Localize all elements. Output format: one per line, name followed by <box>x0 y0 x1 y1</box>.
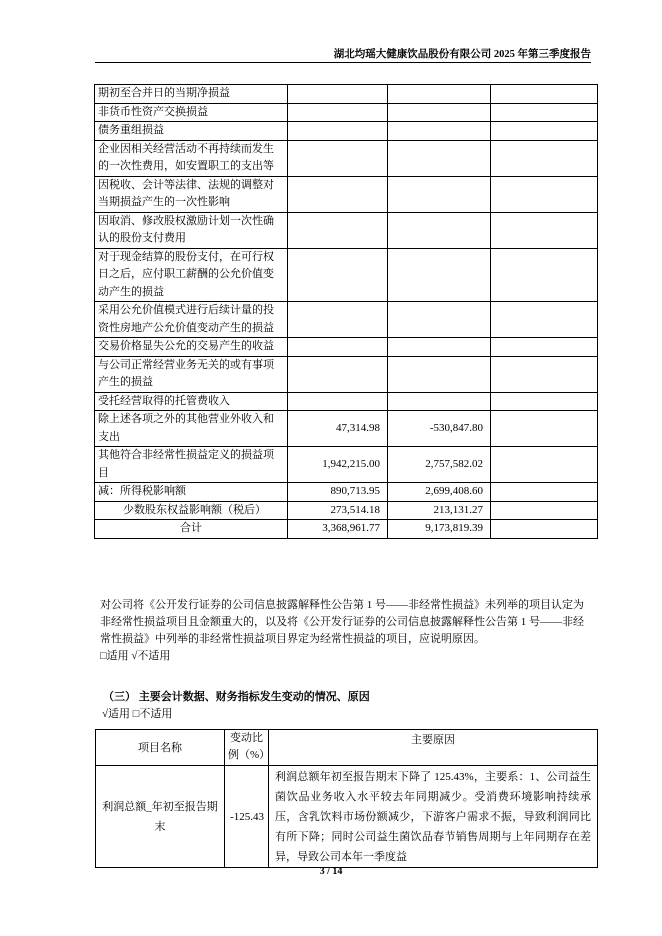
item-name-cell: 非货币性资产交换损益 <box>95 103 288 122</box>
item-value-cell <box>491 140 598 176</box>
item-value-cell <box>388 176 491 212</box>
section-title: （三） 主要会计数据、财务指标发生变动的情况、原因 <box>103 691 370 703</box>
item-value-cell <box>491 392 598 411</box>
table-header-row <box>96 730 598 766</box>
item-name-cell: 期初至合并日的当期净损益 <box>95 85 288 104</box>
item-value-cell <box>491 302 598 338</box>
item-name-cell: 与公司正常经营业务无关的或有事项产生的损益 <box>95 356 288 392</box>
table-row <box>95 392 598 411</box>
table-row <box>95 140 598 176</box>
item-name-cell: 受托经营取得的托管费收入 <box>95 392 288 411</box>
item-value-cell <box>491 520 598 539</box>
page-number: 3 / 14 <box>319 866 343 877</box>
note-paragraph: 对公司将《公开发行证券的公司信息披露解释性公告第 1 号——非经常性损益》未列举的项目认定为非经常性损益项目且金额重大的，以及将《公开发行证券的公司信息披露解释性公告第 1 号——非经常性损益》中列举的非经常性损益项目界定为经常性损益的项目，应说明原因。 <box>100 599 584 645</box>
row-change-ratio: -125.43 <box>225 766 269 868</box>
table-row <box>95 501 598 520</box>
table-row <box>95 122 598 141</box>
item-value-cell <box>491 338 598 357</box>
note-applicability: □适用 √不适用 <box>100 650 171 662</box>
item-value-cell <box>288 302 388 338</box>
item-value-cell <box>288 103 388 122</box>
item-value-cell <box>388 85 491 104</box>
item-value-cell: 2,757,582.02 <box>388 447 491 483</box>
table-row <box>95 447 598 483</box>
table-row <box>95 85 598 104</box>
item-value-cell: 213,131.27 <box>388 501 491 520</box>
item-value-cell: 2,699,408.60 <box>388 483 491 502</box>
item-value-cell <box>388 338 491 357</box>
item-value-cell: 47,314.98 <box>288 411 388 447</box>
row-main-reason: 利润总额年初至报告期末下降了 125.43%，主要系：1、公司益生菌饮品业务收入水平较去年同期减少。受消费环境影响持续承压，含乳饮料市场份额减少，下游客户需求不振，导致利润同比有所下降；同时公司益生菌饮品春节销售周期与上年同期存在差异，导致公司本年一季度益 <box>269 766 598 868</box>
item-value-cell <box>491 248 598 302</box>
table-row <box>95 103 598 122</box>
table-row <box>95 176 598 212</box>
item-value-cell <box>491 176 598 212</box>
item-value-cell: 9,173,819.39 <box>388 520 491 539</box>
item-name-cell: 因税收、会计等法律、法规的调整对当期损益产生的一次性影响 <box>95 176 288 212</box>
item-value-cell <box>288 392 388 411</box>
table-row <box>95 248 598 302</box>
item-value-cell: 890,713.95 <box>288 483 388 502</box>
item-name-cell: 合计 <box>95 520 288 539</box>
item-value-cell <box>388 248 491 302</box>
item-value-cell <box>491 122 598 141</box>
item-name-cell: 除上述各项之外的其他营业外收入和支出 <box>95 411 288 447</box>
table-row <box>95 483 598 502</box>
item-value-cell <box>491 85 598 104</box>
item-value-cell: 273,514.18 <box>288 501 388 520</box>
table-row <box>95 212 598 248</box>
item-value-cell <box>388 122 491 141</box>
report-header-title: 湖北均瑶大健康饮品股份有限公司 2025 年第三季度报告 <box>333 49 591 60</box>
item-value-cell: 3,368,961.77 <box>288 520 388 539</box>
item-value-cell <box>388 302 491 338</box>
item-value-cell: 1,942,215.00 <box>288 447 388 483</box>
item-value-cell <box>491 483 598 502</box>
item-value-cell <box>491 447 598 483</box>
item-value-cell <box>388 392 491 411</box>
item-name-cell: 企业因相关经营活动不再持续而发生的一次性费用，如安置职工的支出等 <box>95 140 288 176</box>
table-row <box>95 338 598 357</box>
item-value-cell <box>491 103 598 122</box>
table-row <box>95 411 598 447</box>
header-divider <box>95 62 591 63</box>
section-applicability: √适用 □不适用 <box>102 708 173 720</box>
item-value-cell <box>388 103 491 122</box>
item-name-cell: 因取消、修改股权激励计划一次性确认的股份支付费用 <box>95 212 288 248</box>
item-value-cell <box>491 411 598 447</box>
item-value-cell <box>288 356 388 392</box>
item-value-cell <box>288 85 388 104</box>
header-item-name: 项目名称 <box>96 730 225 766</box>
item-value-cell <box>388 356 491 392</box>
table-row <box>95 520 598 539</box>
item-value-cell <box>491 212 598 248</box>
non-recurring-items-table <box>94 84 598 539</box>
change-reasons-table <box>95 729 598 868</box>
row-item-name: 利润总额_年初至报告期末 <box>96 766 225 868</box>
item-name-cell: 减：所得税影响额 <box>95 483 288 502</box>
item-value-cell <box>288 248 388 302</box>
item-name-cell: 采用公允价值模式进行后续计量的投资性房地产公允价值变动产生的损益 <box>95 302 288 338</box>
item-value-cell <box>388 212 491 248</box>
item-name-cell: 债务重组损益 <box>95 122 288 141</box>
item-value-cell <box>288 140 388 176</box>
item-name-cell: 其他符合非经常性损益定义的损益项目 <box>95 447 288 483</box>
item-value-cell <box>491 501 598 520</box>
item-name-cell: 交易价格显失公允的交易产生的收益 <box>95 338 288 357</box>
table-row <box>96 766 598 868</box>
item-value-cell <box>388 140 491 176</box>
item-value-cell <box>288 212 388 248</box>
header-change-ratio: 变动比例（%） <box>225 730 269 766</box>
item-name-cell: 少数股东权益影响额（税后） <box>95 501 288 520</box>
item-value-cell <box>288 176 388 212</box>
item-value-cell <box>491 356 598 392</box>
item-value-cell <box>288 338 388 357</box>
table-row <box>95 356 598 392</box>
item-value-cell <box>288 122 388 141</box>
table-row <box>95 302 598 338</box>
header-main-reason: 主要原因 <box>269 730 598 766</box>
item-name-cell: 对于现金结算的股份支付，在可行权日之后，应付职工薪酬的公允价值变动产生的损益 <box>95 248 288 302</box>
item-value-cell: -530,847.80 <box>388 411 491 447</box>
